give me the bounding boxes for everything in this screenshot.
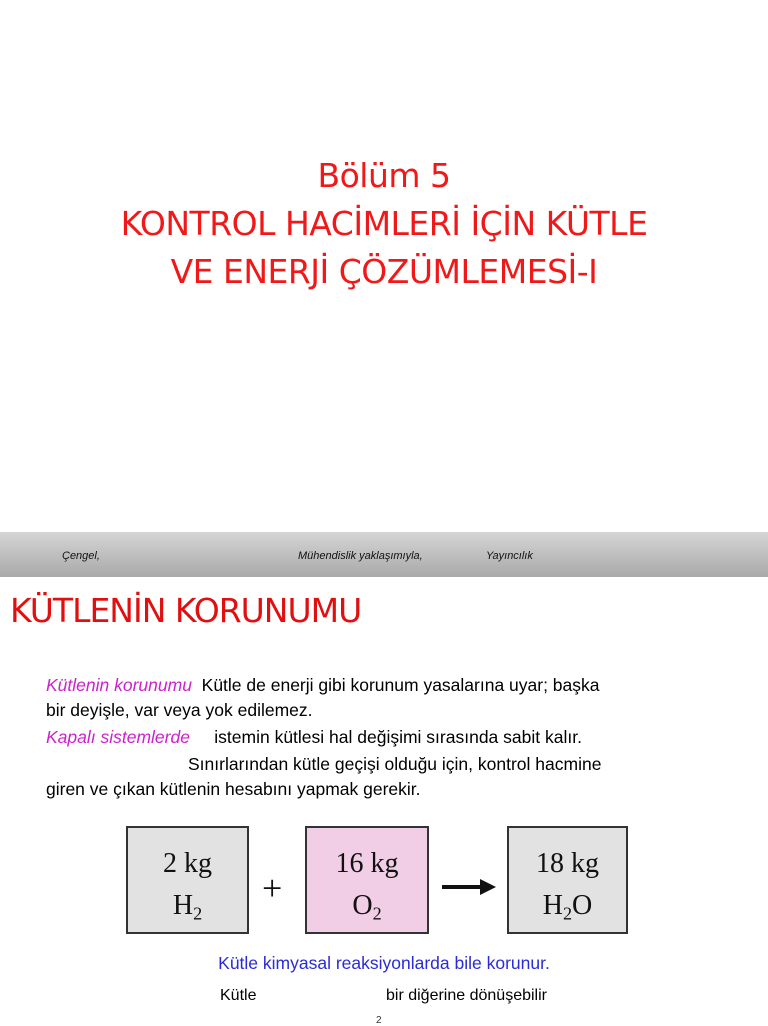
title-line-2: KONTROL HACİMLERİ İÇİN KÜTLE [120, 204, 648, 243]
content-slide [0, 577, 768, 1024]
page-number: 2 [376, 1015, 382, 1026]
term-closed-systems: Kapalı sistemlerde [46, 727, 190, 747]
hydrogen-box [126, 826, 249, 934]
footer-publisher: Yayıncılık [486, 550, 533, 562]
water-mass: 18 kg [536, 848, 599, 879]
paragraph-3-line-1: Sınırlarından kütle geçişi olduğu için, kontrol hacmine [188, 754, 602, 774]
paragraph-2-text: istemin kütlesi hal değişimi sırasında sabit kalır. [189, 727, 582, 747]
paragraph-3-line-2: giren ve çıkan kütlenin hesabını yapmak gerekir. [46, 779, 421, 799]
slide-footer-bar [0, 532, 768, 577]
term-mass-conservation: Kütlenin korunumu [46, 675, 192, 695]
title-line-3: VE ENERJİ ÇÖZÜMLEMESİ-I [170, 252, 598, 291]
slide-title [0, 152, 768, 296]
paragraph-1-line-2: bir deyişle, var veya yok edilemez. [46, 700, 313, 720]
paragraph-1-line-1 [46, 675, 600, 696]
footer-author: Çengel, [62, 550, 100, 562]
plus-sign: + [262, 868, 283, 908]
water-formula: $H_2O$ [542, 890, 593, 924]
hydrogen-formula: $H_2$ [172, 890, 203, 924]
reaction-caption: Kütle kimyasal reaksiyonlarda bile korunur. [218, 953, 550, 973]
section-heading: KÜTLENİN KORUNUMU [10, 591, 362, 630]
bottom-text-left: Kütle [220, 987, 257, 1004]
oxygen-mass: 16 kg [335, 848, 399, 879]
footer-subtitle: Mühendislik yaklaşımıyla, [298, 550, 423, 562]
oxygen-box [305, 826, 429, 934]
arrow-right-icon [440, 877, 498, 897]
water-box [507, 826, 628, 934]
paragraph-2 [46, 727, 582, 748]
hydrogen-mass: 2 kg [163, 848, 212, 879]
title-line-1: Bölüm 5 [317, 156, 451, 195]
bottom-text-right: bir diğerine dönüşebilir [386, 987, 547, 1004]
paragraph-1-text: Kütle de enerji gibi korunum yasalarına uyar; başka [191, 675, 600, 695]
oxygen-formula: $O_2$ [352, 890, 382, 924]
